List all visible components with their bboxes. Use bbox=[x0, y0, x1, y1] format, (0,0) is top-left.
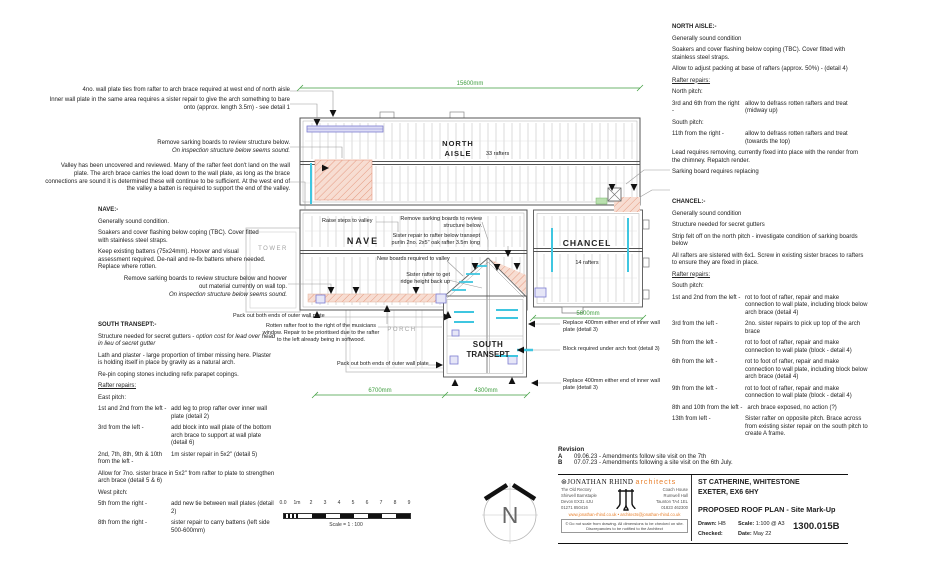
disclaimer-box bbox=[561, 519, 688, 533]
date-value: May 22 bbox=[753, 531, 772, 537]
entry-term: 3rd from the left - bbox=[672, 321, 718, 327]
revision-row-b bbox=[558, 460, 848, 466]
scale-label-4: 4 bbox=[337, 500, 341, 506]
entry-desc: add block into wall plate of the bottom arch brace to support at wall plate (detail 6) bbox=[171, 425, 272, 446]
scale-label-1: 1m bbox=[293, 500, 301, 506]
aisle-south-pitch: South pitch: bbox=[672, 119, 704, 126]
aisle-north-entry-0 bbox=[672, 101, 868, 116]
revision-block bbox=[558, 446, 848, 466]
label-north-aisle-2: AISLE bbox=[444, 149, 472, 158]
architect-logo-box bbox=[558, 475, 692, 541]
address-row bbox=[561, 487, 688, 511]
scale-seg bbox=[312, 514, 326, 518]
checked-label: Checked: bbox=[698, 531, 723, 537]
note-remove-sarking-aisle-line1: Remove sarking boards to review structure below. bbox=[157, 140, 290, 146]
callout-sister-repair: Sister repair to rafter below transept purlin 2no. 2x5" oak rafter 3.5m long bbox=[391, 233, 480, 246]
note-remove-sarking-nave-italic: On inspection structure below seems sound. bbox=[168, 291, 287, 298]
callout-block-under-arch: Block required under arch foot (detail 3) bbox=[563, 346, 660, 352]
scale-seg bbox=[382, 514, 396, 518]
addr-line: 01823 462300 bbox=[661, 505, 688, 511]
drawing-number: 1300.015B bbox=[793, 521, 840, 532]
aisle-p1: Generally sound condition bbox=[672, 35, 742, 42]
entry-term: 1st and 2nd from the left - bbox=[672, 294, 741, 301]
transept-p1a: Structure needed for secret gutters - bbox=[98, 333, 195, 340]
addr-line: Coach House bbox=[662, 487, 688, 492]
entry-term: 1st and 2nd from the left - bbox=[98, 406, 167, 412]
disclaimer-line: © Do not scale from drawing. All dimensions to be checked on site. bbox=[565, 520, 684, 526]
chancel-notes bbox=[672, 199, 868, 443]
addr-line: Devon EX31 4JU bbox=[561, 499, 594, 505]
scale-seg bbox=[298, 514, 312, 518]
label-chancel-count: 14 rafters bbox=[575, 260, 599, 266]
title-block bbox=[558, 474, 848, 544]
date-label: Date: bbox=[738, 531, 752, 537]
entry-term: 11th from the right - bbox=[672, 131, 724, 137]
label-transept-1: SOUTH bbox=[472, 340, 504, 349]
addr-line: The Old Rectory bbox=[561, 487, 592, 492]
project-name-2: EXETER, EX6 6HY bbox=[698, 489, 759, 497]
dim-transept: 4300mm bbox=[474, 388, 498, 394]
label-north-aisle-1: NORTH bbox=[442, 139, 474, 148]
addr-line: Rumwell Hall bbox=[663, 493, 688, 499]
north-arrow bbox=[478, 478, 542, 544]
entry-term: 3rd from the left - bbox=[98, 425, 144, 431]
nave-p1: Generally sound condition. bbox=[98, 218, 170, 225]
address-left bbox=[561, 487, 597, 511]
label-nave: NAVE bbox=[346, 236, 380, 246]
drawn-row bbox=[698, 521, 726, 527]
addr-line: 01271 850416 bbox=[561, 505, 588, 511]
transept-p1 bbox=[98, 334, 276, 349]
callout-pack-out-bottom: Pack out both ends of outer wall plate bbox=[337, 361, 429, 367]
chancel-entry-6 bbox=[672, 416, 868, 439]
entry-desc: allow to defrass rotten rafters and treat (towards the top) bbox=[745, 131, 848, 145]
note-remove-sarking-aisle-line2: On inspection structure below seems sound. bbox=[171, 147, 290, 154]
scale-label-3: 3 bbox=[323, 500, 327, 506]
note-remove-sarking-nave-text: Remove sarking boards to review structure below and hoover out material currently on wall top. bbox=[123, 276, 287, 290]
callout-replace-400-top: Replace 400mm either end of inner wall plate (detail 3) bbox=[563, 320, 660, 333]
wall-plate-highlight bbox=[308, 294, 443, 302]
brand-name: JONATHAN RHIND bbox=[567, 478, 634, 486]
entry-term: 8th from the right - bbox=[98, 520, 148, 526]
project-box bbox=[698, 475, 848, 541]
entry-term: 5th from the right - bbox=[98, 501, 148, 507]
dim-overall: 15600mm bbox=[456, 81, 484, 87]
note-remove-sarking-aisle bbox=[120, 140, 290, 156]
transept-west-entry-0 bbox=[98, 501, 276, 516]
scale-label-6: 6 bbox=[365, 500, 369, 506]
transept-heading: SOUTH TRANSEPT:- bbox=[98, 322, 157, 328]
transept-p1b: option cost for lead over head in lieu of secret gutter bbox=[98, 333, 276, 347]
callout-new-boards: New boards required to valley bbox=[377, 256, 450, 262]
note-wall-plate-ties: 4no. wall plate ties from rafter to arch brace required at west end of north aisle bbox=[82, 87, 290, 93]
architect-brand bbox=[561, 477, 688, 486]
date-row bbox=[738, 531, 771, 537]
revision-text: 07.07.23 - Amendments following a site visit on the 6th July. bbox=[574, 460, 733, 466]
revision-letter: A bbox=[558, 454, 563, 460]
drawing-title: PROPOSED ROOF PLAN - Site Mark-Up bbox=[698, 505, 836, 515]
architect-contact: www.jonathan-rhind.co.uk • architects@jonathan-rhind.co.uk bbox=[568, 512, 681, 518]
entry-term: 6th from the left - bbox=[672, 359, 718, 365]
transept-east-entry-1 bbox=[98, 425, 276, 448]
transept-p2: Lath and plaster - large proportion of timber missing here. Plaster is holding itself in place by gravity as a natural arch. bbox=[98, 352, 272, 366]
scale-caption: Scale = 1 : 100 bbox=[329, 522, 363, 528]
entry-term: 2nd, 7th, 8th, 9th & 10th from the left - bbox=[98, 451, 163, 465]
transept-west-entry-1 bbox=[98, 520, 276, 535]
green-mark-chimney bbox=[596, 198, 607, 204]
aisle-p3: Allow to adjust packing at base of rafters (approx. 50%) - (detail 4) bbox=[672, 66, 848, 72]
chancel-p1: Generally sound condition bbox=[672, 210, 742, 217]
scale-label-8: 8 bbox=[393, 500, 397, 506]
scale-bar bbox=[279, 500, 423, 534]
entry-desc: sister repair to carry battens (left side 500-600mm) bbox=[171, 520, 270, 534]
entry-desc: 2no. sister repairs to pick up top of the arch brace bbox=[745, 321, 861, 335]
nave-p2: Soakers and cover flashing below coping (TBC). Cover fitted with stainless steel straps. bbox=[98, 230, 259, 244]
transept-rafter-repairs: Rafter repairs: bbox=[98, 383, 137, 389]
callout-remove-sarking: Remove sarking boards to review structure below. bbox=[400, 216, 482, 229]
chancel-entry-3 bbox=[672, 359, 868, 382]
scale-label-7: 7 bbox=[379, 500, 383, 506]
chancel-heading: CHANCEL:- bbox=[672, 199, 706, 205]
scale-bar-strip bbox=[283, 513, 411, 519]
label-transept-2: TRANSEPT bbox=[466, 350, 510, 359]
entry-term: 8th and 10th from the left - bbox=[672, 404, 743, 411]
transept-east-pitch: East pitch: bbox=[98, 394, 127, 401]
callout-pack-out-top: Pack out both ends of outer wall plate bbox=[233, 313, 325, 319]
entry-term: 13th from left - bbox=[672, 416, 711, 422]
brand-suffix: architects bbox=[635, 477, 677, 486]
note-remove-sarking-nave bbox=[122, 276, 287, 299]
scale-label-2: 2 bbox=[309, 500, 313, 506]
callout-replace-400-bottom: Replace 400mm either end of inner wall plate (detail 3) bbox=[563, 378, 660, 391]
entry-desc: Sister rafter on opposite pitch. Brace across from existing sister repair on the south pitch to create A frame. bbox=[745, 416, 868, 437]
aisle-p2: Soakers and cover flashing below coping (TBC). Cover fitted with stainless steel straps. bbox=[672, 47, 846, 61]
revision-letter: B bbox=[558, 460, 563, 466]
entry-term: 5th from the left - bbox=[672, 340, 718, 346]
chancel-entry-2 bbox=[672, 340, 868, 355]
note-inner-wall-plate: Inner wall plate in the same area requires a sister repair to give the arch something to bare onto (approx. length 3.5m) - see detail 1 bbox=[49, 97, 290, 111]
transept-east-entry-2 bbox=[98, 452, 276, 467]
scale-seg bbox=[284, 514, 298, 518]
nave-notes bbox=[98, 207, 270, 276]
transept-east-entry-0 bbox=[98, 406, 276, 421]
chancel-entry-1 bbox=[672, 321, 868, 336]
label-porch: PORCH bbox=[387, 327, 417, 333]
jr-logo-mark-icon: ⊛ bbox=[561, 478, 568, 486]
addr-line: Taunton TA4 1EL bbox=[656, 499, 688, 505]
callout-raise-steps: Raise steps to valley bbox=[322, 218, 373, 224]
north-letter: N bbox=[501, 502, 519, 528]
scale-seg bbox=[340, 514, 354, 518]
drawn-value: HB bbox=[718, 521, 726, 527]
entry-desc: add leg to prop rafter over inner wall plate (detail 2) bbox=[171, 406, 268, 420]
scale-label-0: 0.0 bbox=[279, 500, 287, 506]
chancel-entry-5 bbox=[672, 405, 868, 413]
drawn-label: Drawn: bbox=[698, 521, 717, 527]
south-transept-notes bbox=[98, 322, 276, 539]
scale-row bbox=[738, 521, 785, 527]
aisle-heading: NORTH AISLE:- bbox=[672, 24, 717, 30]
nave-p3: Keep existing battens (75x24mm). Hoover and visual assessment required. De-nail and re-fix battens where needed. Replace where rotten. bbox=[98, 249, 266, 270]
entry-desc: rot to foot of rafter, repair and make connection to wall plate, including block below arch brace (detail 4) bbox=[745, 294, 868, 316]
aisle-south-entry-0 bbox=[672, 131, 868, 146]
entry-term: 3rd and 6th from the right - bbox=[672, 100, 740, 114]
checked-row bbox=[698, 531, 723, 537]
chancel-entry-4 bbox=[672, 386, 868, 401]
scale-label: Scale: bbox=[738, 521, 755, 527]
label-tower: TOWER bbox=[258, 246, 288, 252]
callout-rotten-rafter: Rotten rafter foot to the right of the musicians window. Repair to be prioritised due to the rafter to the left already being in softwood. bbox=[262, 323, 380, 343]
scale-seg bbox=[396, 514, 410, 518]
disclaimer-line: Discrepancies to be notified to the Architect bbox=[586, 526, 663, 532]
entry-term: 9th from the left - bbox=[672, 385, 718, 392]
aisle-north-pitch: North pitch: bbox=[672, 89, 703, 95]
transept-west-pitch: West pitch: bbox=[98, 489, 128, 496]
aisle-lead-note: Lead requires removing, currently fixed into place with the render from the chimney. Repatch render. bbox=[672, 150, 859, 164]
label-aisle-count: 33 rafters bbox=[486, 151, 510, 157]
dim-chancel: 5600mm bbox=[576, 311, 600, 317]
roof-plan-drawing bbox=[230, 60, 670, 460]
entry-desc: add new tie between wall plates (detail 2) bbox=[171, 501, 274, 515]
project-name-1: ST CATHERINE, WHITESTONE bbox=[698, 479, 800, 486]
scale-label-9: 9 bbox=[407, 500, 411, 506]
chancel-p4: All rafters are sistered with 6x1. Screw in existing sister braces to rafters to ensure they are fixed in place. bbox=[672, 252, 864, 266]
nave-heading: NAVE:- bbox=[98, 207, 119, 213]
chancel-entry-0 bbox=[672, 295, 868, 318]
revision-title: Revision bbox=[558, 446, 585, 453]
transept-p3: Re-pin coping stones including refix parapet copings. bbox=[98, 371, 239, 378]
note-valley: Valley has been uncovered and reviewed. Many of the rafter feet don't land on the wall plate. The arch brace carries the load down to the wall plate, as long as the brace connections are sound it is determined these will continue to be sufficient. At the west end of the valley a batten is required to support the end of the valley. bbox=[45, 163, 290, 193]
scale-value: 1:100 @ A3 bbox=[755, 521, 785, 527]
entry-desc: rot to foot of rafter, repair and make connection to wall plate (block - detail 4) bbox=[745, 385, 852, 399]
aisle-sarking-note: Sarking board requires replacing bbox=[672, 169, 759, 175]
transept-allow7: Allow for 7no. sister brace in 5x2" from rafter to plate to strengthen arch brace (detail 5 & 6) bbox=[98, 470, 275, 484]
aisle-rafter-repairs: Rafter repairs: bbox=[672, 77, 711, 84]
north-aisle-notes bbox=[672, 24, 868, 181]
entry-desc: rot to foot of rafter, repair and make connection to wall plate (block - detail 4) bbox=[745, 340, 852, 354]
entry-desc: rot to foot of rafter, repair and make connection to wall plate, including block below arch brace (detail 4) bbox=[745, 359, 868, 380]
scale-seg bbox=[354, 514, 368, 518]
jr-emblem-icon bbox=[615, 487, 637, 511]
entry-desc: arch brace exposed, no action (?) bbox=[747, 404, 837, 411]
chancel-p2: Structure needed for secret gutters bbox=[672, 222, 765, 228]
address-right bbox=[656, 487, 688, 511]
chancel-south-pitch: South pitch: bbox=[672, 283, 704, 289]
chancel-rafter-repairs: Rafter repairs: bbox=[672, 271, 711, 278]
addr-line: Shirwell Barnstaple bbox=[561, 493, 597, 499]
scale-seg bbox=[326, 514, 340, 518]
revision-text: 09.06.23 - Amendments follow site visit on the 7th bbox=[574, 454, 707, 460]
entry-desc: allow to defrass rotten rafters and treat (midway up) bbox=[745, 100, 848, 114]
scale-label-5: 5 bbox=[351, 500, 355, 506]
scale-seg bbox=[368, 514, 382, 518]
entry-desc: 1m sister repair in 5x2" (detail 5) bbox=[171, 451, 258, 458]
label-chancel: CHANCEL bbox=[562, 238, 612, 248]
callout-sister-rafter: Sister rafter to get ridge height back up bbox=[400, 272, 450, 285]
dim-nave: 6700mm bbox=[368, 388, 392, 394]
chancel-p3: Strip felt off on the north pitch - investigate condition of sarking boards below bbox=[672, 233, 858, 247]
